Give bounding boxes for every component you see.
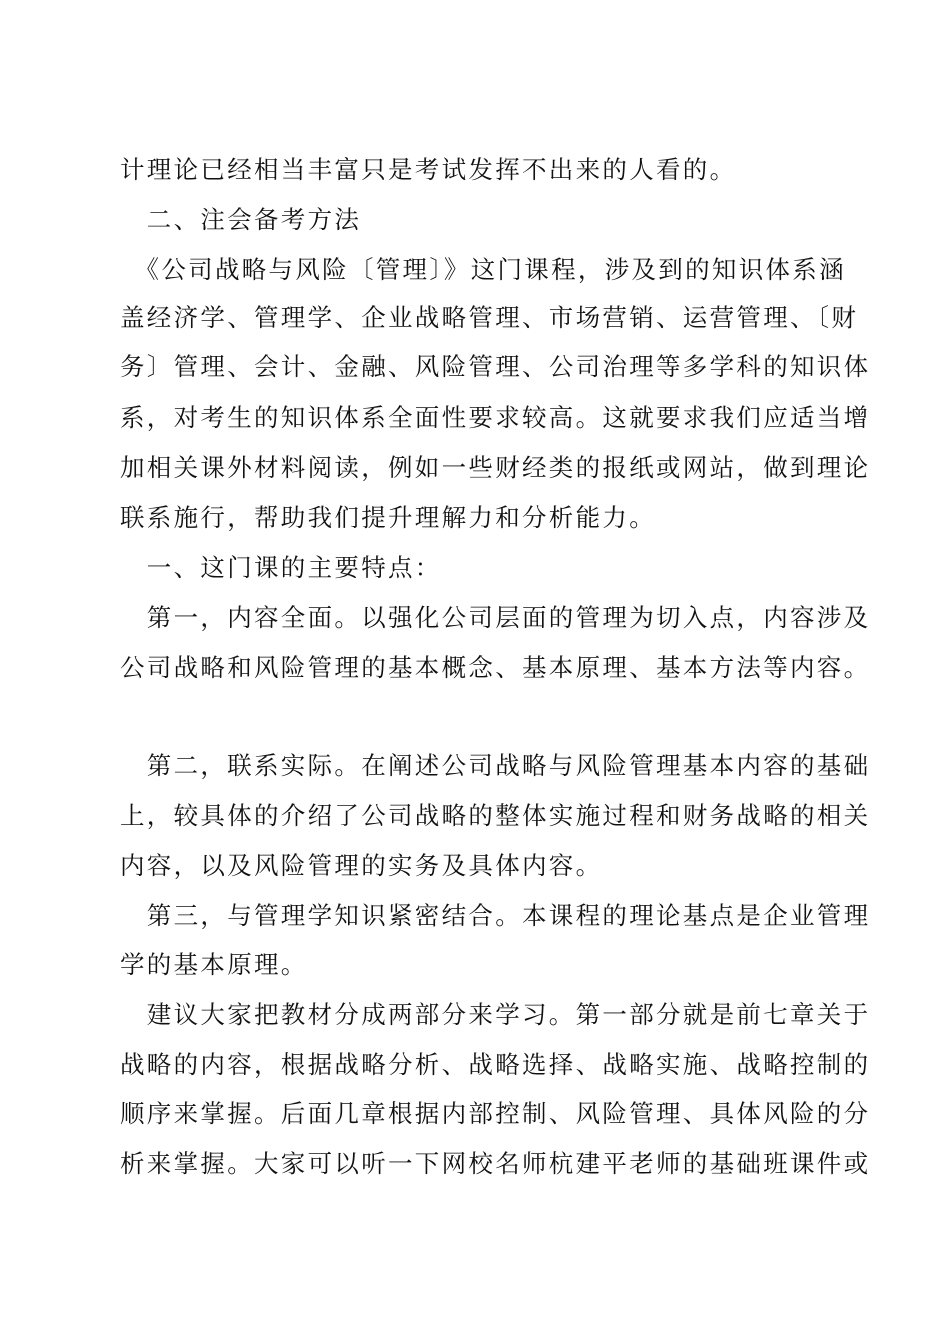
text-line: 务〕管理、会计、金融、风险管理、公司治理等多学科的知识体 (120, 352, 871, 381)
text-line: 战略的内容，根据战略分析、战略选择、战略实施、战略控制的 (120, 1050, 871, 1079)
section-heading: 二、注会备考方法 (120, 205, 362, 234)
text-line: 《公司战略与风险〔管理〕》这门课程，涉及到的知识体系涵 (120, 255, 846, 284)
text-line: 公司战略和风险管理的基本概念、基本原理、基本方法等内容。 (120, 653, 871, 682)
text-line: 系，对考生的知识体系全面性要求较高。这就要求我们应适当增 (120, 403, 871, 432)
text-line: 学的基本原理。 (120, 950, 308, 979)
text-line: 计理论已经相当丰富只是考试发挥不出来的人看的。 (120, 155, 737, 184)
text-line: 建议大家把教材分成两部分来学习。第一部分就是前七章关于 (120, 1000, 871, 1029)
text-line: 上，较具体的介绍了公司战略的整体实施过程和财务战略的相关 (120, 801, 871, 830)
text-line: 顺序来掌握。后面几章根据内部控制、风险管理、具体风险的分 (120, 1099, 871, 1128)
text-line: 内容，以及风险管理的实务及具体内容。 (120, 851, 603, 880)
text-line: 第二，联系实际。在阐述公司战略与风险管理基本内容的基础 (120, 751, 871, 780)
text-line: 加相关课外材料阅读，例如一些财经类的报纸或网站，做到理论 (120, 453, 871, 482)
text-line: 盖经济学、管理学、企业战略管理、市场营销、运营管理、〔财 (120, 303, 859, 332)
text-line: 联系施行，帮助我们提升理解力和分析能力。 (120, 503, 656, 532)
text-line: 第三，与管理学知识紧密结合。本课程的理论基点是企业管理 (120, 901, 871, 930)
text-line: 析来掌握。大家可以听一下网校名师杭建平老师的基础班课件或 (120, 1149, 871, 1178)
text-line: 第一，内容全面。以强化公司层面的管理为切入点，内容涉及 (120, 603, 871, 632)
section-heading: 一、这门课的主要特点： (120, 553, 442, 582)
